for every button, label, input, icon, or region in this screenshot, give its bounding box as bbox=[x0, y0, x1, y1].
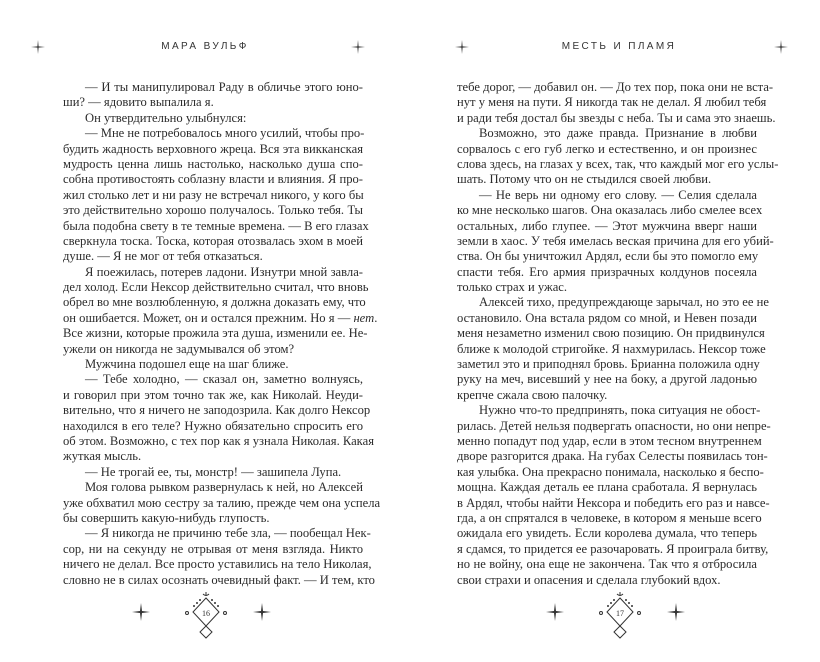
text-line: тебе дорог, — добавил он. — До тех пор, пока они не вста- bbox=[457, 80, 774, 94]
text-line: ближе к молодой стригойке. Я нахмурилась. Нексор тоже bbox=[457, 341, 766, 356]
text-line: и говорил при этом точно так же, как Николай. Неуди- bbox=[63, 387, 363, 402]
text-line: заметил это и приподнял бровь. Брианна положила одну bbox=[457, 357, 760, 372]
text-line: ничего не делал. Все просто уставились на тело Николая, bbox=[63, 557, 372, 572]
text-line: мудрость ценна лишь настолько, насколько душа спо- bbox=[63, 156, 363, 171]
text-line: — И ты манипулировал Раду в обличье этого юно- bbox=[85, 80, 363, 94]
text-line: Возможно, это даже правда. Признание в любви bbox=[479, 126, 757, 141]
text-line: мощна. Каждая деталь ее плана сработала. Я вернулась bbox=[457, 480, 757, 495]
text-line: слова здесь, на глазах у всех, так, что каждый мог его услы- bbox=[457, 156, 779, 171]
page-number: 16 bbox=[202, 609, 210, 618]
running-head-author: МАРА ВУЛЬФ bbox=[161, 41, 249, 52]
text-line: Моя голова рывком развернулась к ней, но Алексей bbox=[85, 480, 363, 495]
text-line: об этом. Возможно, с тех пор как я узнала Николая. Какая bbox=[63, 433, 374, 448]
text-line: кая улыбка. Она прекрасно понимала, насколько я беспо- bbox=[457, 464, 764, 479]
text-line: находился в его теле? Нужно обязательно спросить его bbox=[63, 418, 363, 433]
text-line: спасти тебя. Его армия призрачных колдунов посеяла bbox=[457, 264, 757, 279]
paragraph bbox=[63, 372, 374, 464]
text-line: Нужно что-то предпринять, пока ситуация не обост- bbox=[479, 403, 761, 418]
paragraph bbox=[63, 264, 378, 357]
text-line: была подобна свету в те темные времена. — В его глазах bbox=[63, 218, 369, 233]
text-line: — Тебе холодно, — сказал он, заметно волнуясь, bbox=[85, 372, 363, 387]
text-line: только страх и ужас. bbox=[457, 280, 568, 295]
text-line: нут у меня на пути. Я никогда так не делал. Я любил тебя bbox=[457, 95, 767, 110]
paragraph bbox=[457, 187, 774, 296]
text-line: обрел во мне возлюбленную, я должна доказать ему, что bbox=[63, 295, 366, 310]
paragraph bbox=[63, 111, 363, 126]
text-line: Алексей тихо, предупреждающе зарычал, но это ее не bbox=[479, 295, 769, 310]
text-line: — Мне не потребовалось много усилий, чтобы про- bbox=[85, 126, 365, 141]
paragraph bbox=[63, 357, 363, 372]
sparkle-star-icon bbox=[351, 40, 365, 54]
text-line: — Не трогай ее, ты, монстр! — зашипела Лупа. bbox=[85, 464, 342, 479]
text-line: дворе разгорится драка. На губах Селесты появилась тон- bbox=[457, 449, 768, 464]
emphasis: нет bbox=[353, 310, 375, 325]
text-line: земли в хаос. У тебя имелась веская причина для его убий- bbox=[457, 233, 774, 248]
text-line: Мужчина подошел еще на шаг ближе. bbox=[85, 357, 289, 372]
text-line: Все жизни, которые прожила эта душа, изменили ее. Не- bbox=[63, 326, 368, 341]
text-segment: он ошибается. Может, он и остался прежним. Но я — bbox=[63, 310, 354, 325]
text-line: жил столько лет и ни разу не встречал никого, у кого бы bbox=[63, 187, 364, 202]
body-text bbox=[457, 80, 779, 588]
text-line: это действительно хорошо получалось. Только тебя. Ты bbox=[63, 203, 363, 218]
text-line: — Я никогда не причиню тебе зла, — пообещал Нек- bbox=[85, 526, 371, 541]
paragraph bbox=[63, 465, 363, 480]
text-line: руку на меч, висевший у нее на боку, а другой ладонью bbox=[457, 372, 757, 387]
text-line: ужели он никогда не задумывался об этом? bbox=[63, 341, 295, 356]
text-segment: . bbox=[374, 310, 378, 325]
text-line: остановило. Она встала рядом со мной, и Невен позади bbox=[457, 310, 757, 325]
text-line: ши? — ядовито выпалила я. bbox=[63, 95, 214, 110]
text-line: ства. Он бы уничтожил Ардял, если бы это помогло ему bbox=[457, 249, 759, 264]
text-line: Он утвердительно улыбнулся: bbox=[85, 110, 247, 125]
text-line: — Не верь ни одному его слову. — Селия сделала bbox=[479, 187, 757, 202]
text-line: ко мне несколько шагов. Она оказалась либо смелее всех bbox=[457, 203, 763, 218]
body-text bbox=[63, 80, 381, 588]
text-line: в Ардял, чтобы найти Нексора и победить его раз и навсе- bbox=[457, 495, 770, 510]
text-line: я сдамся, то придется ее разочаровать. Я проиграла битву, bbox=[457, 541, 769, 556]
paragraph bbox=[63, 526, 375, 588]
text-line: меня незаметно изменил свою позицию. Он придвинулся bbox=[457, 326, 765, 341]
text-line: и ради тебя достал бы звезды с неба. Ты и сама это знаешь. bbox=[457, 110, 776, 125]
right-page bbox=[410, 0, 820, 662]
text-line: сорвалось с его губ легко и естественно, и он произнес bbox=[457, 141, 757, 156]
running-head-title: МЕСТЬ И ПЛАМЯ bbox=[561, 41, 677, 52]
running-header bbox=[0, 38, 410, 58]
text-line: гда, а он спрятался в человеке, в котором я меньше всего bbox=[457, 510, 762, 525]
paragraph bbox=[457, 80, 776, 126]
text-line: ожидала его увидеть. Если королева думала, что теперь bbox=[457, 526, 757, 541]
paragraph bbox=[457, 126, 779, 188]
text-line: вительно, что я ничего не заподозрила. Как долго Нексор bbox=[63, 403, 371, 418]
text-line: будить жадность верховного жреца. Вся эта викканская bbox=[63, 141, 363, 156]
text-line: остальных, либо глупее. — Этот мужчина вверг наши bbox=[457, 218, 757, 233]
page-number-ornament bbox=[545, 590, 695, 640]
text-line: свои страхи и опасения и сделала глубокий вдох. bbox=[457, 572, 721, 587]
text-line: шать. Потому что он не стыдился своей любви. bbox=[457, 172, 712, 187]
page-number: 17 bbox=[616, 609, 624, 618]
text-line: но не войну, она еще не закончена. Так что я отбросила bbox=[457, 557, 757, 572]
page-number-ornament bbox=[131, 590, 281, 640]
paragraph bbox=[457, 403, 771, 588]
text-line: бы совершить какую-нибудь глупость. bbox=[63, 510, 270, 525]
paragraph bbox=[63, 80, 363, 111]
text-line: собна противостоять соблазну власти и влияния. Я про- bbox=[63, 172, 363, 187]
text-line: Я поежилась, потерев ладони. Изнутри мной завла- bbox=[85, 264, 363, 279]
text-line: менно попадут под удар, если в этом тесном внутреннем bbox=[457, 433, 762, 448]
running-header bbox=[410, 38, 820, 58]
text-line bbox=[63, 310, 378, 326]
text-line: душе. — Я не мог от тебя отказаться. bbox=[63, 249, 263, 264]
paragraph bbox=[457, 295, 769, 403]
text-line: жуткая мысль. bbox=[63, 449, 142, 464]
text-line: сор, ни на секунду не отрывая от меня взгляда. Никто bbox=[63, 541, 363, 556]
text-line: сверкнула тоска. Тоска, которая отозвалась эхом в моей bbox=[63, 233, 363, 248]
text-line: дел холод. Если Нексор действительно считал, что вновь bbox=[63, 280, 369, 295]
text-line: крепче сжала свою палочку. bbox=[457, 387, 608, 402]
text-line: рилась. Детей нельзя подвергать опасности, но они непре- bbox=[457, 418, 771, 433]
paragraph bbox=[63, 480, 381, 526]
text-line: уже обхватил мою сестру за талию, прежде чем она успела bbox=[63, 495, 381, 510]
paragraph bbox=[63, 126, 369, 265]
text-line: словно не в силах осознать очевидный факт. — И тем, кто bbox=[63, 572, 375, 587]
sparkle-star-icon bbox=[774, 40, 788, 54]
